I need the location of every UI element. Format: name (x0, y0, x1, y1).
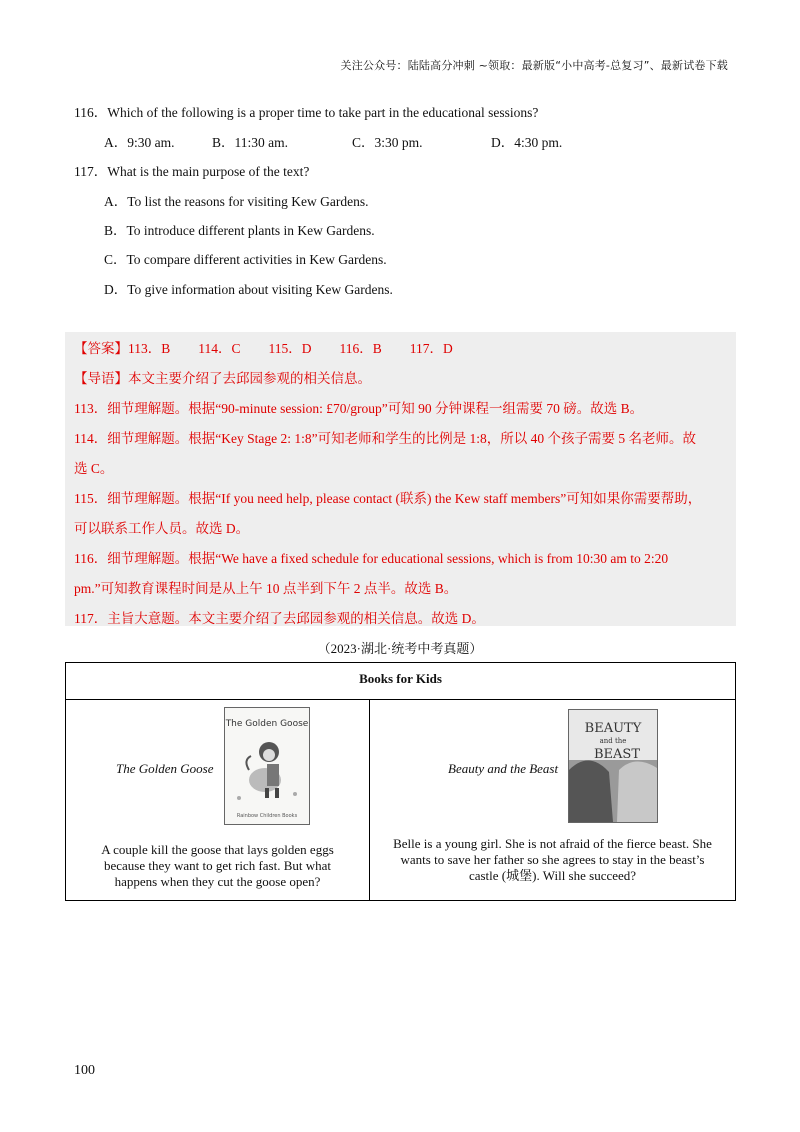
question-116-option-a: A．9:30 am. (104, 135, 175, 150)
question-116-option-b: B．11:30 am. (212, 135, 288, 150)
golden-goose-cover-image (224, 707, 310, 825)
beauty-beast-cover-and: and the (599, 737, 627, 745)
question-116-option-c: C．3:30 pm. (352, 135, 423, 150)
question-source: （2023·湖北·统考中考真题） (317, 641, 483, 656)
answer-key (74, 337, 453, 357)
answer-item-117: 117．D (409, 341, 453, 356)
description-line: wants to save her father so she agrees to stay in the beast’s (400, 852, 705, 867)
explanation-line: 选 C。 (74, 461, 114, 476)
book-cell-beauty-beast (370, 700, 736, 901)
explanation-line: 可以联系工作人员。故选 D。 (74, 521, 250, 536)
book-cell-golden-goose (66, 700, 370, 901)
description-line: because they want to get rich fast. But what (103, 858, 332, 873)
golden-goose-cover-credit: Rainbow Children Books (236, 813, 298, 819)
description-line: castle (城堡). Will she succeed? (468, 868, 637, 883)
explanation-line: 116．细节理解题。根据“We have a fixed schedule for educational sessions, which is from 10:30 am to 2:20 (74, 551, 669, 566)
question-117-option-b: B．To introduce different plants in Kew Gardens. (104, 223, 375, 238)
page-header: 关注公众号：陆陆高分冲刺 ~领取：最新版“小中高考-总复习”、最新试卷下载 (340, 59, 728, 72)
beauty-beast-cover-beast: BEAST (593, 747, 641, 762)
books-table (65, 662, 736, 901)
question-116-stem: 116．Which of the following is a proper time to take part in the educational sessions? (74, 105, 539, 120)
question-116-option-d: D．4:30 pm. (491, 135, 563, 150)
answer-item-113: 113．B (128, 341, 171, 356)
answer-item-114: 114．C (198, 341, 241, 356)
book-title-golden-goose: The Golden Goose (116, 761, 214, 776)
description-line: A couple kill the goose that lays golden eggs (101, 842, 334, 857)
explanation-line: pm.”可知教育课程时间是从上午 10 点半到下午 2 点半。故选 B。 (74, 581, 458, 596)
question-117-option-d: D．To give information about visiting Kew Gardens. (104, 282, 393, 297)
explanation-line: 113．细节理解题。根据“90-minute session: £70/group”可知 90 分钟课程一组需要 70 磅。故选 B。 (74, 401, 644, 416)
books-table-title: Books for Kids (66, 663, 736, 700)
beauty-beast-cover-image (568, 709, 658, 823)
page-number: 100 (74, 1063, 95, 1078)
explanation-line: 114．细节理解题。根据“Key Stage 2: 1:8”可知老师和学生的比例是 1:8，所以 40 个孩子需要 5 名老师。故 (74, 431, 696, 446)
book-title-beauty-beast: Beauty and the Beast (448, 761, 559, 776)
description-line: happens when they cut the goose open? (114, 874, 321, 889)
question-117-stem: 117．What is the main purpose of the text? (74, 164, 310, 179)
answer-guide: 【导语】本文主要介绍了去邱园参观的相关信息。 (74, 371, 371, 386)
answer-key-label: 【答案】 (74, 341, 128, 356)
beauty-beast-cover-title: BEAUTY (584, 721, 642, 736)
book-description-golden-goose (72, 842, 363, 890)
book-description-beauty-beast (376, 836, 729, 884)
answer-item-115: 115．D (268, 341, 312, 356)
answer-item-116: 116．B (339, 341, 382, 356)
description-line: Belle is a young girl. She is not afraid of the fierce beast. She (393, 836, 712, 851)
golden-goose-cover-title: The Golden Goose (225, 719, 309, 729)
question-117-option-a: A．To list the reasons for visiting Kew Gardens. (104, 194, 369, 209)
explanation-line: 117．主旨大意题。本文主要介绍了去邱园参观的相关信息。故选 D。 (74, 611, 485, 626)
question-117-option-c: C．To compare different activities in Kew Gardens. (104, 252, 387, 267)
explanation-line: 115．细节理解题。根据“If you need help, please contact (联系) the Kew staff members”可知如果你需要帮助， (74, 491, 702, 506)
